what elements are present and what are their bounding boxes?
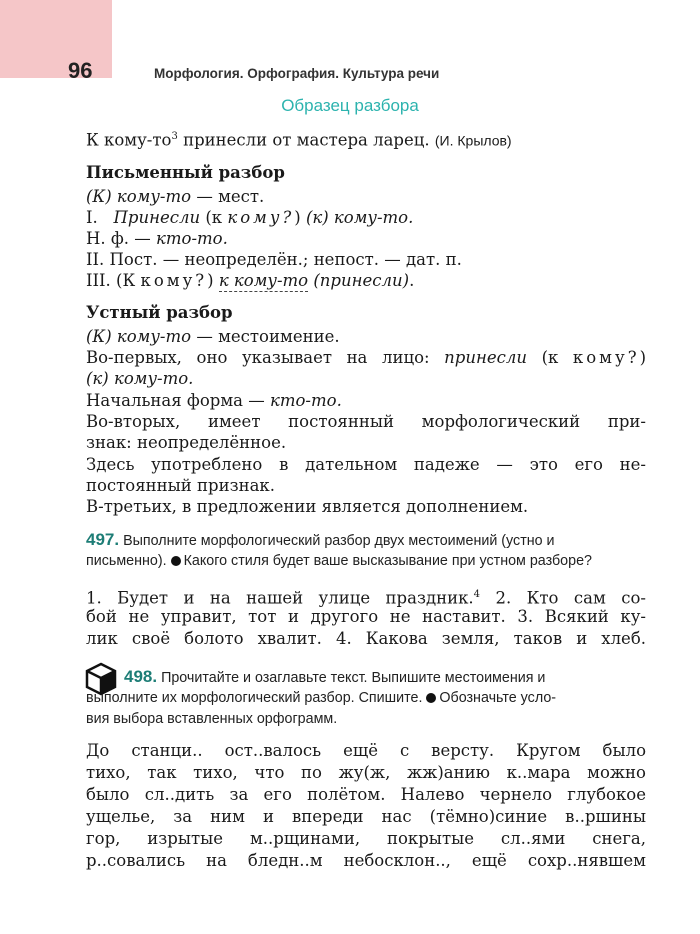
exercise-497-number: 497. [86, 530, 120, 549]
sample-sentence: К кому-$то^3$ принесли от мастера ларец. (И. Крылов) [86, 130, 512, 150]
oral-line-8: постоянный признак. [86, 476, 275, 495]
exercise-497-task-line-2: письменно). Какого стиля будет ваше высказывание при устном разборе? [86, 553, 592, 569]
exercise-497-task-line-1: 497. Выполните морфологический разбор двух местоимений (устно и [86, 530, 555, 549]
running-head: Морфология. Орфография. Культура речи [154, 66, 440, 81]
written-line-2: I. Принесли (к кому?) (к) кому-то. [86, 208, 414, 227]
exercise-498-task-line-2: выполните их морфологический разбор. Спишите. Обозначьте усло- [86, 690, 557, 706]
page-corner-tab [0, 0, 112, 78]
oral-line-1: (К) кому-то — местоимение. [86, 327, 340, 346]
exercise-498-text-line-3: было сл..дить за его полётом. Налево чернело глубокое [86, 785, 646, 804]
oral-line-2: Во-первых, оно указывает на лицо: принесли (к кому?) [86, 348, 646, 367]
written-heading: Письменный разбор [86, 163, 285, 182]
sample-title: Образец разбора [281, 96, 419, 115]
exercise-497-text-line-2: бой не управит, тот и другого не наставит. 3. Всякий ку- [86, 607, 646, 626]
written-line-3: Н. ф. — кто-то. [86, 229, 228, 248]
written-line-1: (К) кому-то — мест. [86, 187, 265, 206]
oral-line-6: знак: неопределённое. [86, 433, 287, 452]
exercise-498-text-line-6: р..совались на бледн..м небосклон.., ещё сохр..нявшем [86, 851, 646, 870]
exercise-498-text-line-2: тихо, так тихо, что по жу(ж, жж)анию к..мара можно [86, 763, 646, 782]
oral-line-4: Начальная форма — кто-то. [86, 391, 342, 410]
exercise-498-text-line-4: ущелье, за ним и впереди нас (тёмно)синие в..ршины [86, 807, 646, 826]
oral-line-9: В-третьих, в предложении является дополнением. [86, 497, 529, 516]
exercise-498-task-line-3: вия выбора вставленных орфограмм. [86, 711, 338, 727]
written-line-5: III. (К кому?) к кому-то (принесли). [86, 271, 415, 290]
oral-line-7: Здесь употреблено в дательном падеже — это его не- [86, 455, 646, 474]
oral-line-5: Во-вторых, имеет постоянный морфологический при- [86, 412, 646, 431]
exercise-498-text-line-5: гор, изрытые м..рщинами, покрытые сл..ями снега, [86, 829, 646, 848]
exercise-498-text-line-1: До станци.. ост..валось ещё с версту. Кругом было [86, 741, 646, 760]
exercise-497-text-line-3: лик своё болото хвалит. 4. Какова земля, таков и хлеб. [86, 629, 646, 648]
exercise-498-number: 498. [124, 667, 158, 686]
oral-heading: Устный разбор [86, 303, 233, 322]
written-line-4: II. Пост. — неопределён.; непост. — дат. п. [86, 250, 462, 269]
exercise-498-task-line-1: 498. Прочитайте и озаглавьте текст. Выпишите местоимения и [124, 667, 546, 686]
exercise-497-text-line-1: 1. Будет и на нашей улице праздник.$^4$ 2. Кто сам со- [86, 588, 646, 608]
sample-source: (И. Крылов) [434, 132, 512, 149]
bullet-icon [426, 693, 436, 703]
page-number: 96 [68, 58, 93, 83]
bullet-icon [171, 556, 181, 566]
oral-line-3: (к) кому-то. [86, 369, 194, 388]
